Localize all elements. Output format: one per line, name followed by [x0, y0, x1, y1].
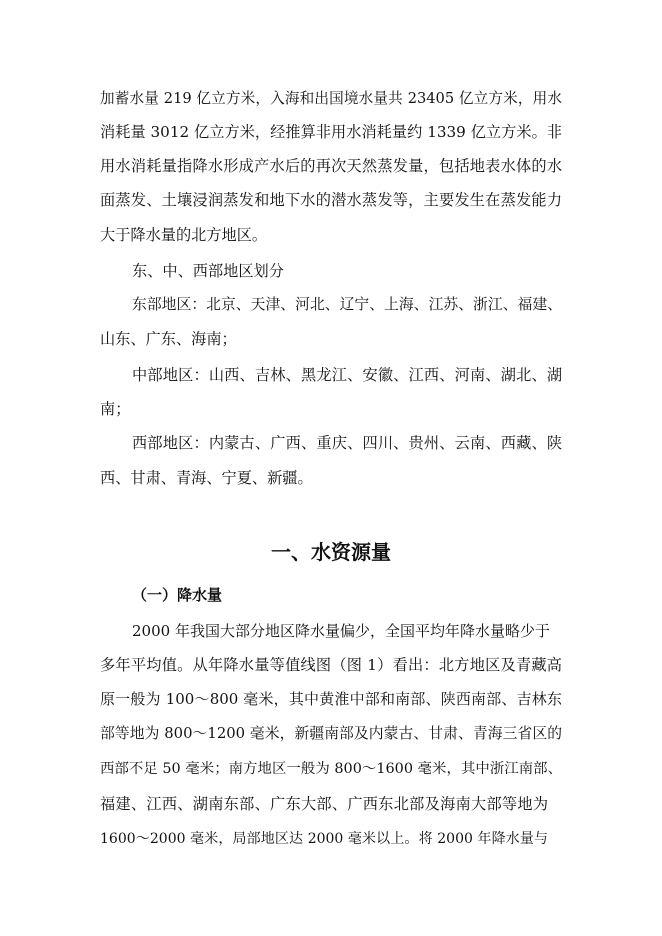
paragraph-line: 部等地为 800～1200 毫米，新疆南部及内蒙古、甘肃、青海三省区的 — [100, 725, 562, 742]
paragraph-line: 1600～2000 毫米，局部地区达 2000 毫米以上。将 2000 年降水量与 — [100, 831, 548, 847]
west-region-line: 西部地区：内蒙古、广西、重庆、四川、贵州、云南、西藏、陕 — [132, 434, 562, 452]
east-region-line: 东部地区：北京、天津、河北、辽宁、上海、江苏、浙江、福建、 — [132, 296, 562, 313]
paragraph-line: 加蓄水量 219 亿立方米，入海和出国境水量共 23405 亿立方米，用水 — [100, 90, 562, 107]
paragraph-line: 面蒸发、土壤浸润蒸发和地下水的潜水蒸发等，主要发生在蒸发能力 — [100, 191, 562, 209]
paragraph-line: 消耗量 3012 亿立方米，经推算非用水消耗量约 1339 亿立方米。非 — [100, 123, 562, 141]
regions-title: 东、中、西部地区划分 — [132, 262, 284, 280]
central-region-line: 中部地区：山西、吉林、黑龙江、安徽、江西、河南、湖北、湖 — [132, 366, 562, 384]
section-heading: 一、水资源量 — [271, 540, 391, 564]
paragraph-line: 大于降水量的北方地区。 — [100, 226, 268, 244]
west-region-line: 西、甘肃、青海、宁夏、新疆。 — [100, 469, 313, 487]
paragraph-line: 原一般为 100～800 毫米，其中黄淮中部和南部、陕西南部、吉林东 — [100, 690, 562, 708]
subsection-heading: （一）降水量 — [132, 586, 223, 604]
paragraph-line: 用水消耗量指降水形成产水后的再次天然蒸发量，包括地表水体的水 — [100, 157, 562, 175]
paragraph-line: 西部不足 50 毫米；南方地区一般为 800～1600 毫米，其中浙江南部、 — [100, 761, 562, 777]
paragraph-line: 福建、江西、湖南东部、广东大部、广西东北部及海南大部等地为 — [100, 795, 548, 813]
paragraph-line: 2000 年我国大部分地区降水量偏少，全国平均年降水量略少于 — [132, 622, 550, 640]
central-region-line: 南； — [100, 400, 131, 418]
paragraph-line: 多年平均值。从年降水量等值线图（图 1）看出：北方地区及青藏高 — [100, 656, 562, 674]
east-region-line: 山东、广东、海南； — [100, 330, 237, 348]
